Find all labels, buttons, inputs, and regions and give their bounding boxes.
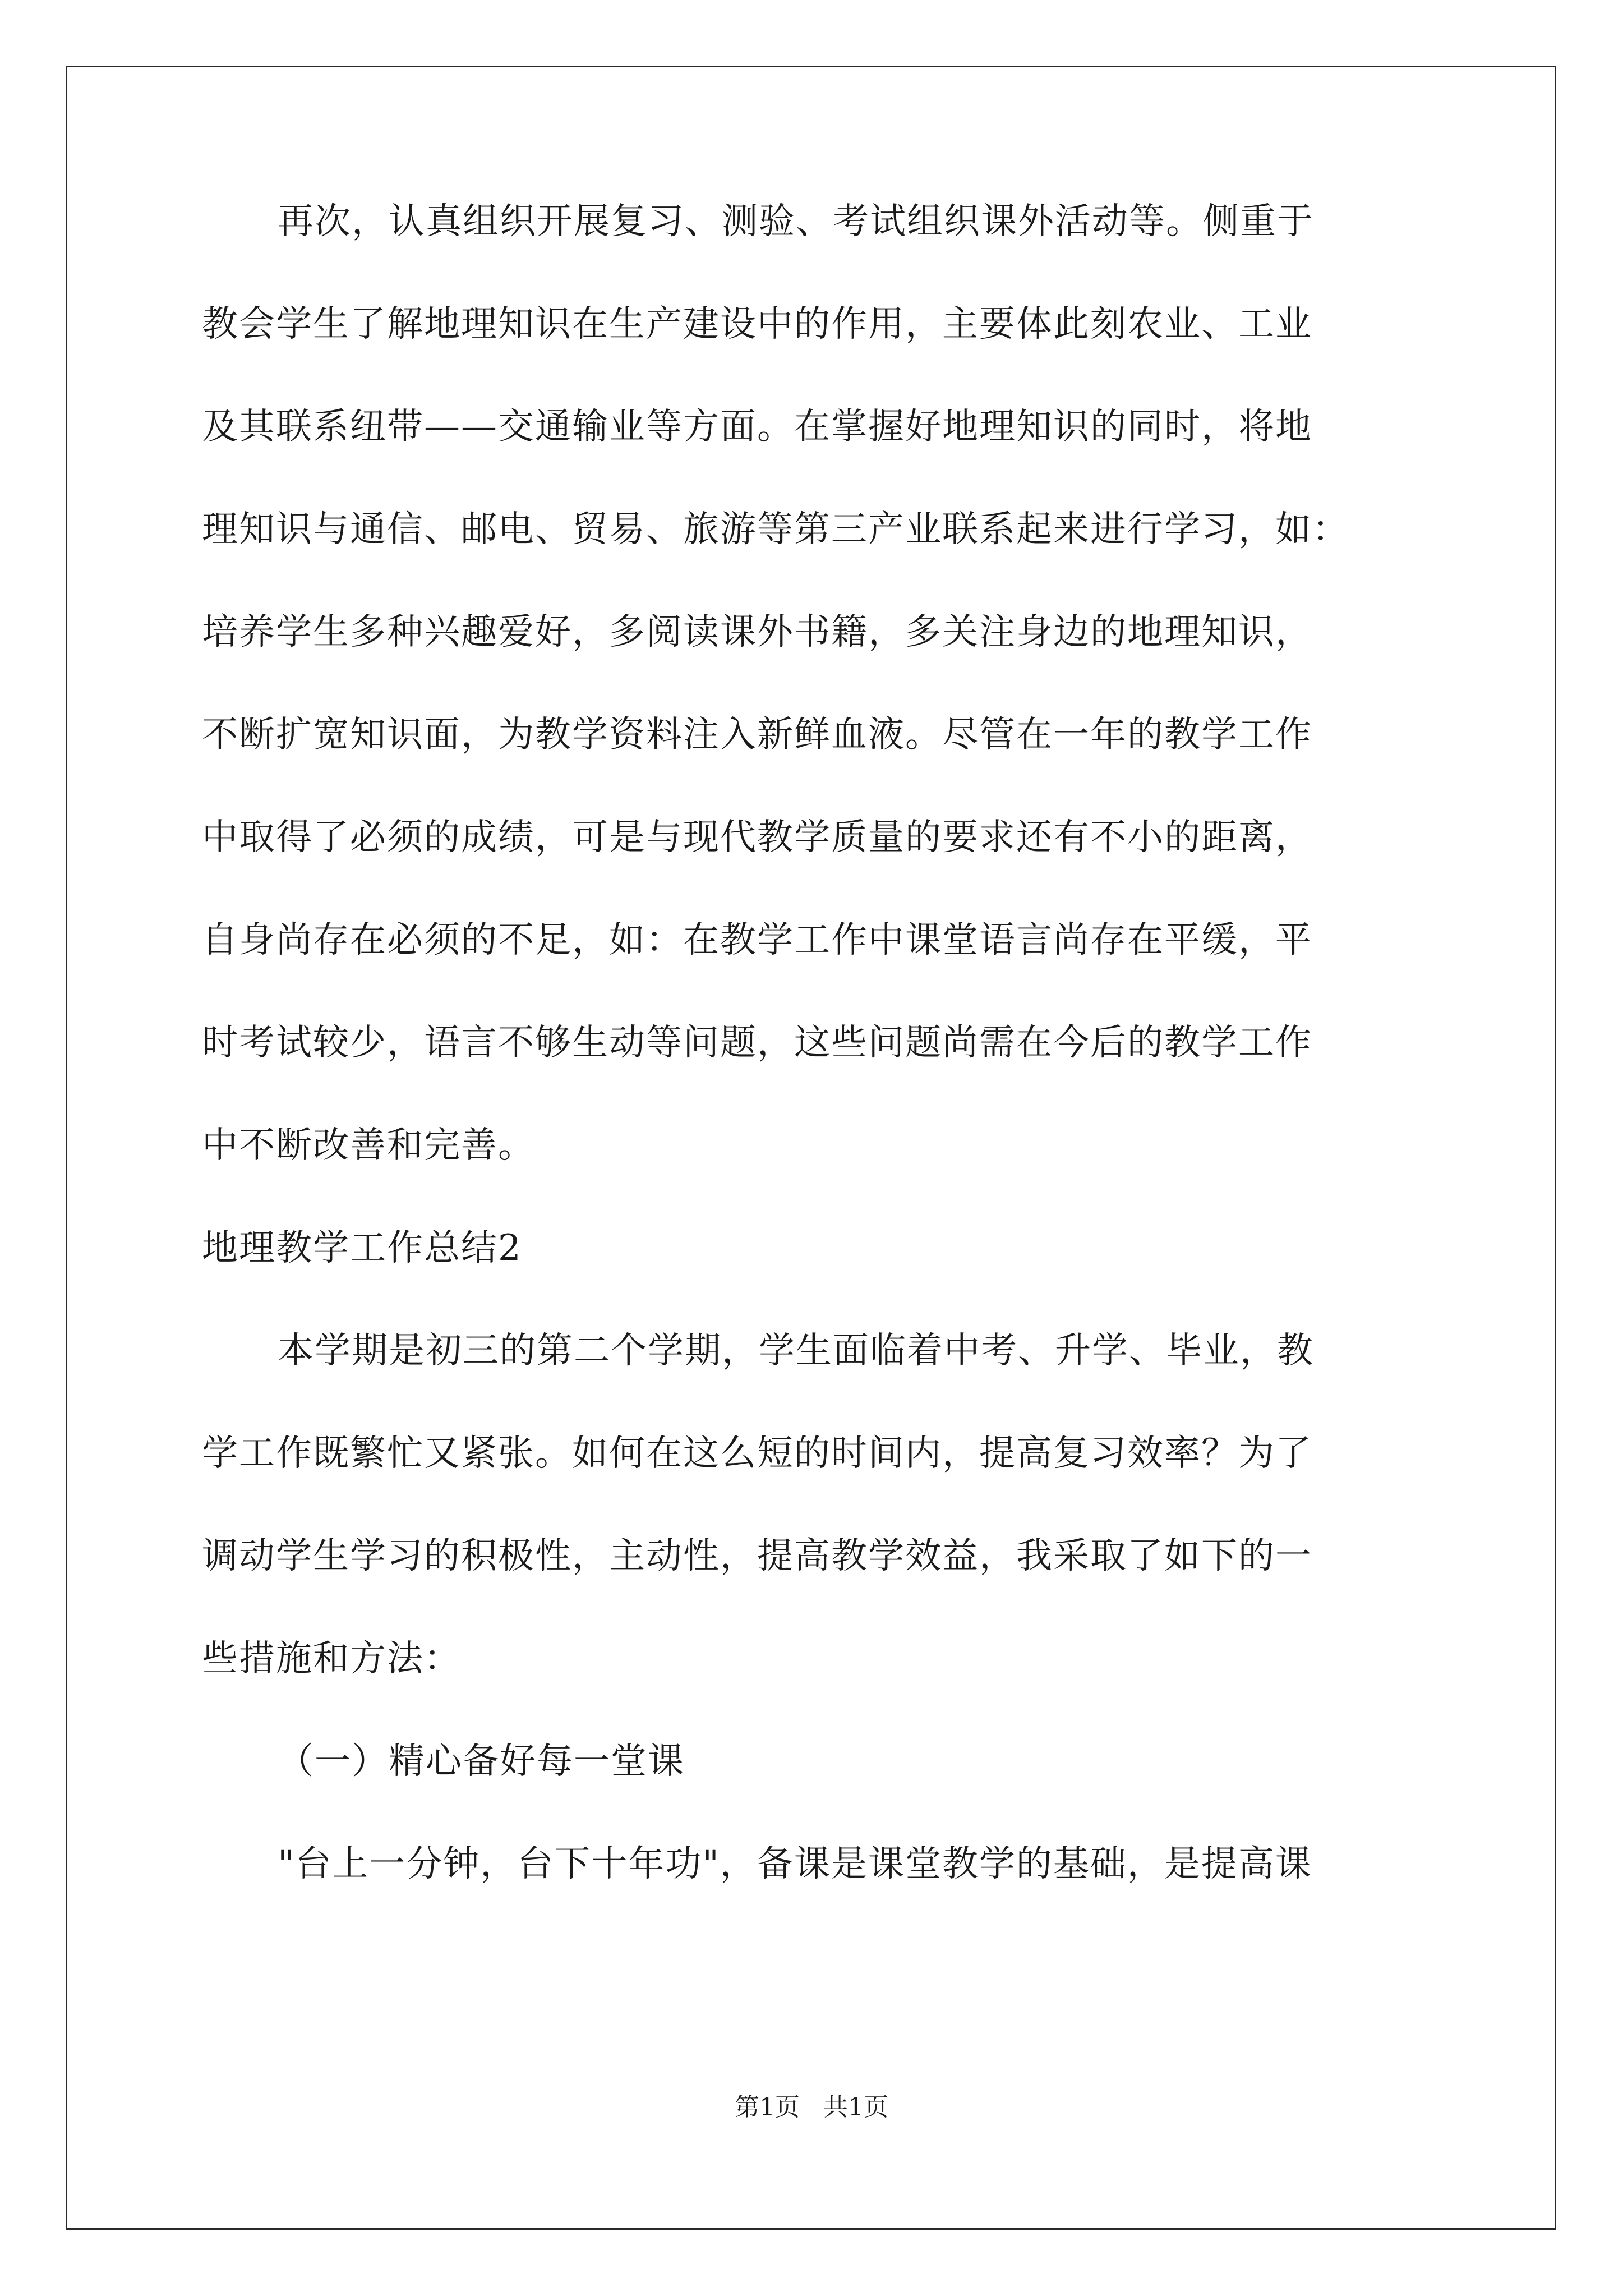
section-heading: 地理教学工作总结2 [202,1227,522,1269]
paragraph-1-line-10: 中不断改善和完善。 [202,1125,535,1166]
page-number-total: 共1页 [823,2093,888,2122]
paragraph-1-line-5: 培养学生多种兴趣爱好，多阅读课外书籍，多关注身边的地理知识， [202,611,1312,653]
paragraph-1-line-4: 理知识与通信、邮电、贸易、旅游等第三产业联系起来进行学习，如： [202,509,1349,550]
paragraph-2-line-3: 调动学生学习的积极性，主动性，提高教学效益，我采取了如下的一 [202,1535,1312,1577]
paragraph-2-line-1: 本学期是初三的第二个学期，学生面临着中考、升学、毕业，教 [278,1330,1314,1372]
paragraph-2-line-2: 学工作既繁忙又紧张。如何在这么短的时间内，提高复习效率？为了 [202,1433,1312,1474]
paragraph-1-line-7: 中取得了必须的成绩，可是与现代教学质量的要求还有不小的距离， [202,817,1312,858]
paragraph-1-line-6: 不断扩宽知识面，为教学资料注入新鲜血液。尽管在一年的教学工作 [202,714,1312,756]
paragraph-1-line-1: 再次，认真组织开展复习、测验、考试组织课外活动等。侧重于 [278,201,1314,242]
page-number-current: 第1页 [735,2093,800,2122]
paragraph-1-line-9: 时考试较少，语言不够生动等问题，这些问题尚需在今后的教学工作 [202,1022,1312,1064]
paragraph-1-line-8: 自身尚存在必须的不足，如：在教学工作中课堂语言尚存在平缓，平 [202,919,1312,961]
paragraph-3-line-1: "台上一分钟，台下十年功"，备课是课堂教学的基础，是提高课 [278,1843,1312,1885]
paragraph-1-line-3: 及其联系纽带——交通输业等方面。在掌握好地理知识的同时，将地 [202,406,1312,448]
subheading-1: （一）精心备好每一堂课 [278,1741,685,1782]
paragraph-2-line-4: 些措施和方法： [202,1638,461,1680]
page-footer [0,2087,1623,2123]
paragraph-1-line-2: 教会学生了解地理知识在生产建设中的作用，主要体此刻农业、工业 [202,303,1312,345]
